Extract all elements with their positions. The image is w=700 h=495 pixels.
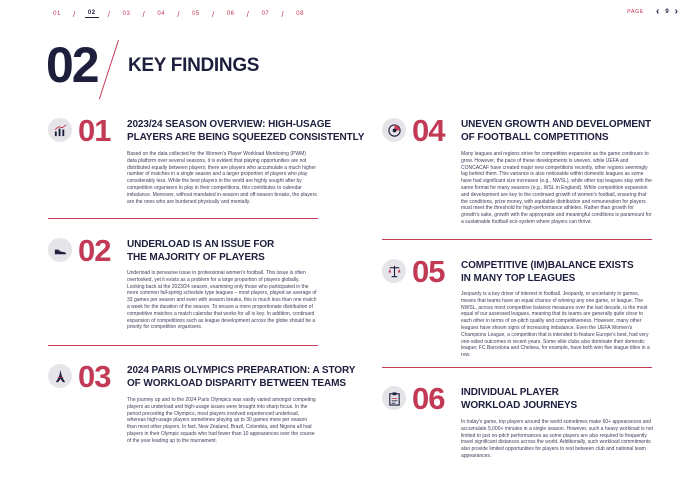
nav-label[interactable]: 05	[192, 11, 200, 17]
nav-item-02[interactable]	[85, 10, 120, 19]
finding-body: In today's game, top players around the world sometimes make 60+ appearances and accumulate 5,000+ minutes in a single season. However, such a heavy workload is not limited to just on-pitch performances as some players are also required to frequently travel significant distances across the world. Additionally, such workload commitments also provide limited opportunities for players to rest between club and national team appearances.	[461, 419, 653, 459]
finding-title-line: PLAYERS ARE BEING SQUEEZED CONSISTENTLY	[127, 132, 365, 143]
chapter-number: 02	[46, 37, 98, 93]
next-page-icon[interactable]: ›	[674, 6, 678, 17]
finding-number: 06	[412, 381, 445, 416]
finding-number: 05	[412, 254, 445, 289]
page-title: KEY FINDINGS	[128, 55, 260, 76]
nav-item-01[interactable]	[50, 10, 85, 19]
finding-title-line: UNDERLOAD IS AN ISSUE FOR	[127, 239, 275, 250]
finding-title-line: 2023/24 SEASON OVERVIEW: HIGH-USAGE	[127, 119, 331, 130]
finding-title-line: IN MANY TOP LEAGUES	[461, 273, 576, 284]
bar-chart-icon	[48, 118, 72, 142]
page-label: PAGE	[627, 8, 644, 15]
finding-title-line: COMPETITIVE (IM)BALANCE EXISTS	[461, 260, 634, 271]
nav-label[interactable]: 08	[296, 11, 304, 17]
finding-number: 03	[78, 359, 111, 394]
finding-body: Underload is pervasive issue in professional women's football. This issue is often overlooked, yet it exists as a problem for a large proportion of players globally. Looking back at the 2023/24 season, examining only those who participated in the more common fall-spring schedule type leagues – most players, played an average of 33 games per season and even with season breaks, this is much less than one match a week for the duration of the season. To ensure a more proportionate distribution of competitive matches a match calendar that works for all is key. In addition, continued expansion of competitions such as league development across the globe should be a priority for competition organisers.	[127, 270, 317, 331]
finding-title-line: THE MAJORITY OF PLAYERS	[127, 252, 265, 263]
finding-body: Many leagues and regions strive for competition expansion as the game continues to grow. However, the pace of these developments is uneven, while UEFA and CONCACAF have created major new competitions recently, other regions seemingly lag behind them. This variance is also noticeable within domestic leagues as some have had significant size increases (e.g., NWSL), while other top leagues stay with the same format for many seasons (e.g., WSL in England). While competition expansion and development are key to the continued growth of women's football, ensuring that the conditions, prize money, with equitable distribution and remuneration for players must meet the threshold for high-performance athletes. Rather than growth for growth's sake, growth with the appropriate and meaningful conditions is paramount for a sustainable football eco-system where players can thrive.	[461, 151, 652, 225]
nav-separator: /	[281, 9, 285, 19]
sneaker-icon	[48, 238, 72, 262]
nav-separator: /	[73, 9, 76, 19]
nav-label[interactable]: 03	[122, 11, 131, 17]
nav-label[interactable]: 04	[157, 11, 166, 17]
target-chart-icon	[382, 118, 406, 142]
nav-separator: /	[246, 9, 250, 19]
finding-number: 04	[412, 113, 445, 148]
prev-page-icon[interactable]: ‹	[655, 6, 660, 17]
nav-item-08[interactable]	[293, 11, 307, 17]
finding-title-line: OF FOOTBALL COMPETITIONS	[461, 132, 609, 143]
nav-item-03[interactable]	[119, 10, 154, 19]
finding-body: The journey up and to the 2024 Paris Olympics was vastly varied amongst competing players as underload and high-usage issues were brought into sharp focus. In the period preceding the Olympics, most players involved experienced underload, whereas high-usage players sometimes playing up to 30 games more per season than most other players. In fact, New Zealand, Brazil, Colombia, and Nigeria all had players in their Olympic squads who had fewer than 10 appearances over the course of the year leading up to the tournament.	[127, 397, 316, 444]
finding-title	[127, 118, 364, 144]
nav-item-06[interactable]	[224, 10, 259, 19]
finding-title	[461, 386, 577, 412]
nav-item-07[interactable]	[258, 10, 293, 19]
nav-separator: /	[177, 9, 180, 19]
finding-body: Based on the data collected for the Women's Player Workload Monitoring (PWM) data platform over several seasons, it is evident that playing opportunities are not distributed equally between players; there are players who accumulate a much higher number of matches in a single season and a larger proportion of players who play considerably less. While the best players in the world are highly sought after by competition organisers to play in their competitions, this contributes to calendar imbalance. Moreover, without mandated in-season and off-season breaks, the players are the ones who are burdened physically and mentally.	[127, 151, 317, 205]
finding-body: Jeopardy is a key driver of interest in football. Jeopardy, or uncertainty in games, means that teams have an equal chance of winning any one game, or league. The NWSL, across most competitive balance measures over the last decade, is the most equal of our assessed leagues, meaning that its teams are generally quite close to each other in terms of on-pitch quality and competitiveness. However, many other leagues have shown signs of increasing imbalance. Even the UEFA Women's Champions League, a competition that is intended to feature Europe's best, had very one-sided outcomes in recent years. Some elite clubs also dominate their domestic league; FC Barcelona and Chelsea, for example, have both won five league titles in a row.	[461, 291, 650, 359]
eiffel-tower-icon	[48, 364, 72, 388]
section-nav	[50, 8, 307, 20]
nav-item-05[interactable]	[189, 10, 224, 19]
nav-separator: /	[107, 9, 111, 19]
nav-label[interactable]: 06	[226, 11, 235, 17]
nav-label-active[interactable]: 02	[85, 10, 99, 18]
scales-icon	[382, 259, 406, 283]
header-divider-slash	[99, 40, 119, 99]
finding-title	[461, 259, 634, 285]
nav-label[interactable]: 07	[261, 11, 270, 17]
clipboard-icon	[382, 386, 406, 410]
finding-title-line: UNEVEN GROWTH AND DEVELOPMENT	[461, 119, 652, 130]
nav-label[interactable]: 01	[53, 11, 61, 17]
nav-separator: /	[142, 9, 146, 19]
section-divider	[382, 367, 652, 368]
finding-number: 02	[78, 233, 111, 268]
nav-item-04[interactable]	[154, 10, 189, 19]
finding-title-line: 2024 PARIS OLYMPICS PREPARATION: A STORY	[127, 365, 356, 376]
nav-separator: /	[211, 9, 215, 19]
finding-title-line: OF WORKLOAD DISPARITY BETWEEN TEAMS	[127, 378, 346, 389]
finding-title-line: WORKLOAD JOURNEYS	[461, 400, 578, 411]
finding-title	[127, 364, 355, 390]
finding-title-line: INDIVIDUAL PLAYER	[461, 387, 559, 398]
section-divider	[48, 345, 318, 346]
page-number: 9	[665, 8, 669, 15]
section-divider	[48, 218, 318, 219]
finding-number: 01	[78, 113, 111, 148]
pager	[627, 6, 678, 17]
finding-title	[127, 238, 274, 264]
section-divider	[382, 239, 652, 240]
finding-title	[461, 118, 651, 144]
